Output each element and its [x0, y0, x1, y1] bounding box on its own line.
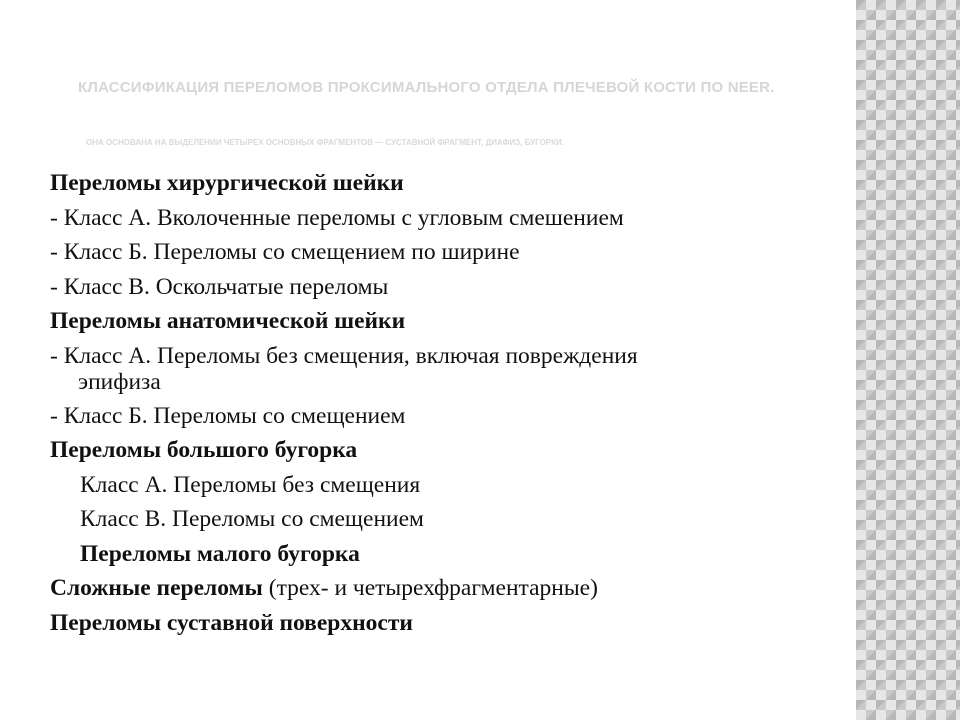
slide-subtitle: ОНА ОСНОВАНА НА ВЫДЕЛЕНИИ ЧЕТЫРЕХ ОСНОВНЫХ ФРАГМЕНТОВ — СУСТАВНОЙ ФРАГМЕНТ, ДИАФИЗ, БУГОРКИ. [86, 138, 564, 147]
lesser-tuberosity-heading: Переломы малого бугорка [80, 540, 360, 567]
surgical-neck-class-a: - Класс А. Вколоченные переломы с угловым смешением [50, 204, 624, 231]
decorative-side-pattern [856, 0, 960, 720]
greater-tuberosity-class-a: Класс А. Переломы без смещения [80, 471, 421, 498]
complex-fractures-heading: Сложные переломы [50, 575, 263, 601]
anatomical-neck-heading: Переломы анатомической шейки [50, 308, 406, 334]
articular-surface-heading: Переломы суставной поверхности [50, 609, 413, 636]
greater-tuberosity-class-v: Класс В. Переломы со смещением [80, 506, 424, 532]
greater-tuberosity-heading: Переломы большого бугорка [50, 437, 358, 463]
anatomical-neck-class-b: - Класс Б. Переломы со смещением [50, 402, 406, 429]
anatomical-neck-class-a-line1: - Класс А. Переломы без смещения, включая повреждения [50, 342, 638, 369]
anatomical-neck-class-a [50, 339, 856, 399]
surgical-neck-class-b: - Класс Б. Переломы со смещением по ширине [50, 239, 520, 265]
slide-body [50, 166, 856, 640]
surgical-neck-heading: Переломы хирургической шейки [50, 170, 404, 196]
surgical-neck-class-v: - Класс В. Оскольчатые переломы [50, 273, 389, 300]
slide-title: КЛАССИФИКАЦИЯ ПЕРЕЛОМОВ ПРОКСИМАЛЬНОГО ОТДЕЛА ПЛЕЧЕВОЙ КОСТИ ПО NEER. [78, 79, 775, 96]
anatomical-neck-class-a-line2: эпифиза [78, 368, 161, 395]
complex-fractures-note: (трех- и четырехфрагментарные) [262, 575, 598, 601]
complex-fractures [50, 571, 856, 606]
